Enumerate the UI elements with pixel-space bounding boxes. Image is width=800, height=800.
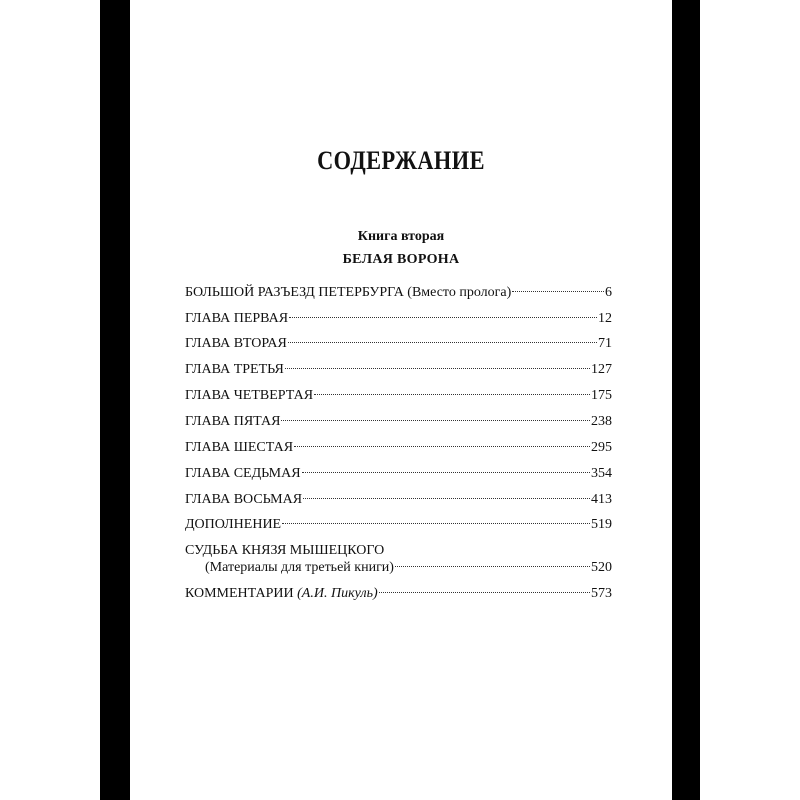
toc-entry-page: 573 (591, 586, 612, 601)
toc-entry-label: ГЛАВА ВОСЬМАЯ (185, 492, 303, 507)
toc-entry-label (185, 584, 378, 604)
toc-entry-chapter-8 (185, 490, 612, 510)
toc-entry-page: 295 (591, 440, 612, 455)
toc-entry-label: ГЛАВА ВТОРАЯ (185, 336, 287, 351)
dot-leader (314, 394, 590, 395)
toc-entry-fate-sub (185, 558, 612, 578)
toc-entry-chapter-4 (185, 386, 612, 406)
dot-leader (289, 317, 597, 318)
toc-entry-page: 175 (591, 388, 612, 403)
toc-entry-page: 12 (598, 311, 612, 326)
toc-entry-label: ГЛАВА ШЕСТАЯ (185, 440, 294, 455)
dot-leader (302, 472, 590, 473)
toc-entry-chapter-2 (185, 334, 612, 354)
dot-leader (512, 291, 604, 292)
toc-entry-page: 413 (591, 492, 612, 507)
book-name: БЕЛАЯ ВОРОНА (342, 252, 460, 267)
toc-entry-chapter-3 (185, 360, 612, 380)
toc-entry-page: 6 (605, 285, 612, 300)
toc-entry-chapter-6 (185, 438, 612, 458)
toc-entry-chapter-1 (185, 309, 612, 329)
dot-leader (282, 523, 590, 524)
toc-entry-page: 71 (598, 336, 612, 351)
comments-label: КОММЕНТАРИИ (185, 586, 294, 601)
dot-leader (288, 342, 597, 343)
toc-entry-comments (185, 584, 612, 604)
toc-entry-label: ГЛАВА СЕДЬМАЯ (185, 466, 301, 481)
dot-leader (303, 498, 590, 499)
toc-entry-sublabel: (Материалы для третьей книги) (205, 560, 394, 575)
toc-entry-label: ГЛАВА ТРЕТЬЯ (185, 362, 284, 377)
dot-leader (281, 420, 590, 421)
right-page-edge (672, 0, 700, 800)
toc-entry-appendix (185, 515, 612, 535)
dot-leader (285, 368, 590, 369)
page-title: СОДЕРЖАНИЕ (317, 146, 485, 175)
toc-entry-label: ГЛАВА ПЕРВАЯ (185, 311, 289, 326)
dot-leader (294, 446, 590, 447)
book-subtitle: Книга вторая (357, 229, 445, 244)
toc-entry-label: СУДЬБА КНЯЗЯ МЫШЕЦКОГО (185, 543, 385, 558)
dot-leader (395, 566, 590, 567)
toc-entry-label: БОЛЬШОЙ РАЗЪЕЗД ПЕТЕРБУРГА (Вместо пролога) (185, 285, 512, 300)
toc-entry-label: ДОПОЛНЕНИЕ (185, 517, 282, 532)
comments-author: (А.И. Пикуль) (297, 586, 378, 601)
toc-entry-prologue (185, 283, 612, 303)
toc-entry-page: 354 (591, 466, 612, 481)
toc-entry-page: 127 (591, 362, 612, 377)
toc-entry-chapter-5 (185, 412, 612, 432)
toc-entry-page: 519 (591, 517, 612, 532)
left-page-edge (100, 0, 130, 800)
toc-entry-page: 520 (591, 560, 612, 575)
dot-leader (379, 592, 590, 593)
toc-entry-label: ГЛАВА ЧЕТВЕРТАЯ (185, 388, 314, 403)
book-page (130, 0, 672, 800)
toc-entry-page: 238 (591, 414, 612, 429)
toc-entry-chapter-7 (185, 464, 612, 484)
toc-entry-label: ГЛАВА ПЯТАЯ (185, 414, 281, 429)
